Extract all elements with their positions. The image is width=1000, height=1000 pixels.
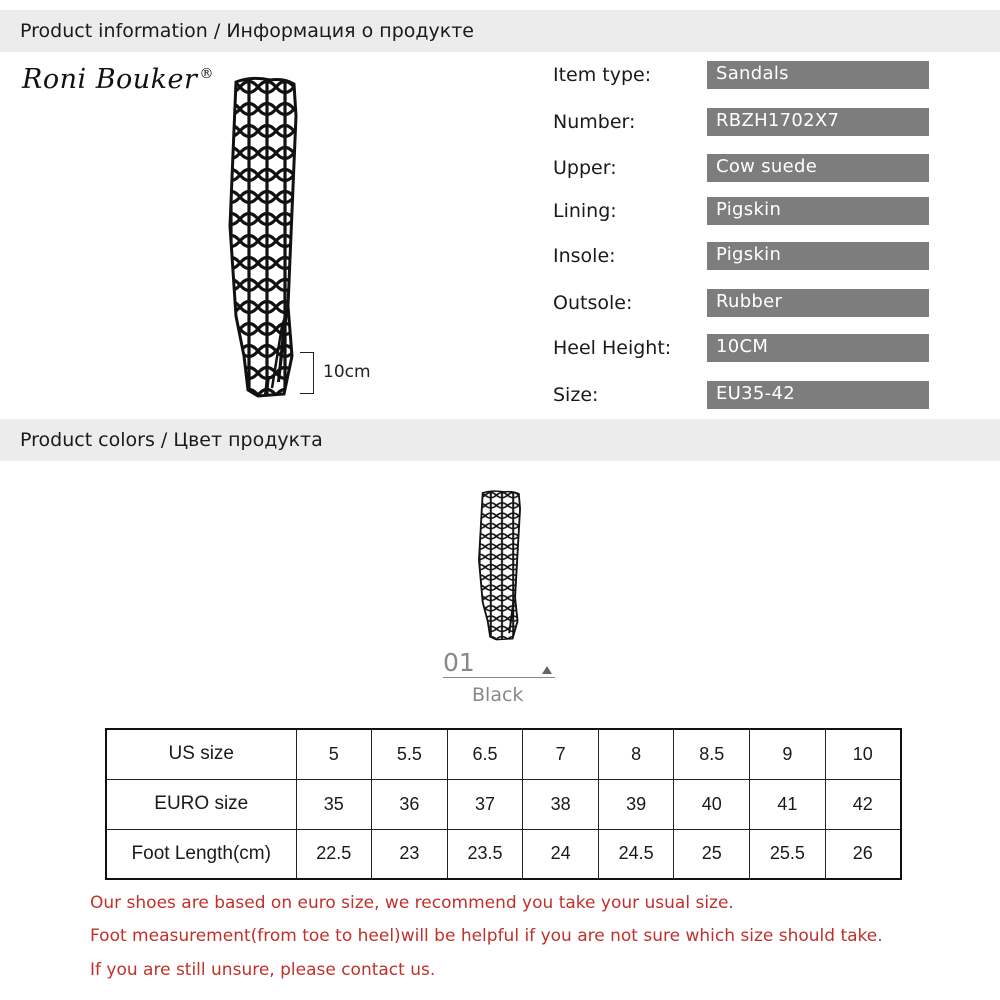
table-cell: 7: [523, 729, 599, 779]
spec-value: RBZH1702X7: [707, 108, 929, 136]
spec-label: Insole:: [553, 245, 616, 267]
row-header-euro-size: EURO size: [106, 779, 296, 829]
table-cell: 40: [674, 779, 750, 829]
spec-row-lining: [553, 197, 933, 225]
table-cell: 25.5: [750, 829, 826, 879]
product-info-title: Product information / Информация о продукте: [20, 20, 474, 42]
spec-label: Heel Height:: [553, 337, 672, 359]
table-row: [106, 779, 901, 829]
spec-row-size: [553, 381, 933, 409]
color-option-underline: [443, 677, 555, 678]
table-cell: 8.5: [674, 729, 750, 779]
table-cell: 23.5: [447, 829, 523, 879]
spec-value: Pigskin: [707, 197, 929, 225]
size-note-euro: Our shoes are based on euro size, we recommend you take your usual size.: [90, 893, 734, 913]
table-cell: 42: [825, 779, 901, 829]
table-row: [106, 729, 901, 779]
table-cell: 10: [825, 729, 901, 779]
spec-row-insole: [553, 242, 933, 270]
registered-mark: ®: [199, 66, 214, 82]
table-cell: 39: [598, 779, 674, 829]
table-cell: 37: [447, 779, 523, 829]
table-cell: 24.5: [598, 829, 674, 879]
size-note-contact: If you are still unsure, please contact us.: [90, 960, 436, 980]
spec-value: Rubber: [707, 289, 929, 317]
triangle-up-icon: [542, 666, 552, 674]
size-chart-table: [105, 728, 902, 880]
spec-label: Outsole:: [553, 292, 633, 314]
color-option-number: 01: [443, 648, 475, 677]
table-cell: 5.5: [372, 729, 448, 779]
heel-height-label: 10cm: [323, 362, 371, 382]
spec-row-outsole: [553, 289, 933, 317]
spec-label: Size:: [553, 384, 599, 406]
table-cell: 41: [750, 779, 826, 829]
row-header-foot-length: Foot Length(cm): [106, 829, 296, 879]
spec-row-item-type: [553, 61, 933, 89]
row-header-us-size: US size: [106, 729, 296, 779]
table-cell: 6.5: [447, 729, 523, 779]
spec-row-number: [553, 108, 933, 136]
spec-label: Number:: [553, 111, 636, 133]
color-option-name: Black: [472, 684, 524, 706]
table-cell: 8: [598, 729, 674, 779]
spec-label: Lining:: [553, 200, 617, 222]
spec-value: 10CM: [707, 334, 929, 362]
table-row: [106, 829, 901, 879]
table-cell: 38: [523, 779, 599, 829]
table-cell: 36: [372, 779, 448, 829]
spec-value: Cow suede: [707, 154, 929, 182]
table-cell: 23: [372, 829, 448, 879]
product-info-header: [0, 10, 1000, 52]
spec-value: EU35-42: [707, 381, 929, 409]
spec-value: Pigskin: [707, 242, 929, 270]
spec-label: Upper:: [553, 157, 617, 179]
table-cell: 35: [296, 779, 372, 829]
heel-height-bracket: [300, 352, 314, 394]
color-option-image[interactable]: [474, 490, 530, 642]
table-cell: 24: [523, 829, 599, 879]
table-cell: 25: [674, 829, 750, 879]
spec-row-heel-height: [553, 334, 933, 362]
spec-value: Sandals: [707, 61, 929, 89]
brand-name: Roni Bouker: [22, 64, 198, 95]
table-cell: 26: [825, 829, 901, 879]
table-cell: 5: [296, 729, 372, 779]
boot-product-image: [222, 76, 312, 401]
spec-label: Item type:: [553, 64, 652, 86]
product-colors-title: Product colors / Цвет продукта: [20, 429, 323, 451]
table-cell: 22.5: [296, 829, 372, 879]
brand-logo: [22, 64, 214, 95]
size-note-measurement: Foot measurement(from toe to heel)will be helpful if you are not sure which size should take.: [90, 926, 883, 946]
table-cell: 9: [750, 729, 826, 779]
product-colors-header: [0, 419, 1000, 461]
spec-row-upper: [553, 154, 933, 182]
